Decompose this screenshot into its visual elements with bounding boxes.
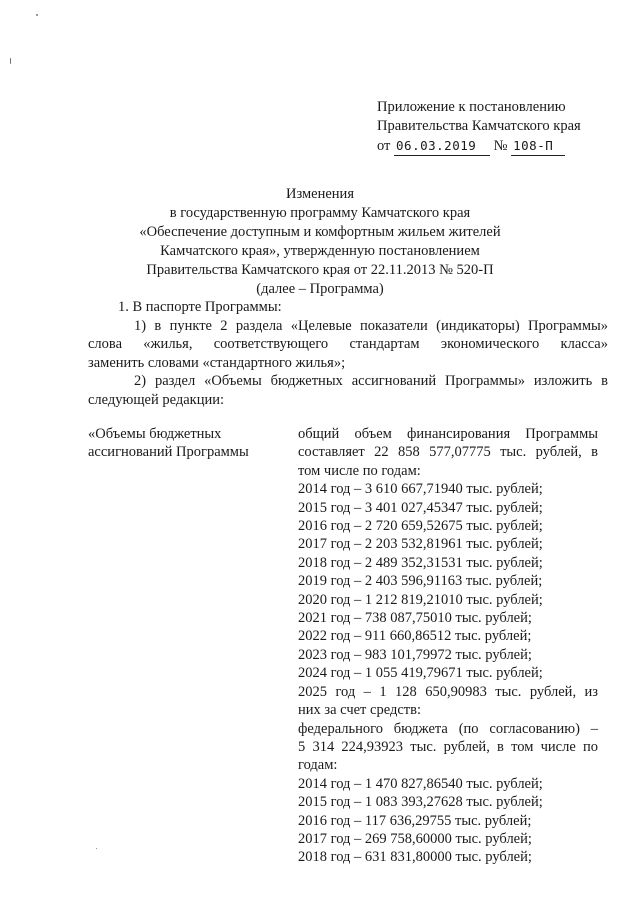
funding-line: них за счет средств: [298,702,421,719]
funding-line: 2014 год – 3 610 667,71940 тыс. рублей; [298,481,543,498]
approval-number: 108-П [511,136,565,156]
approval-date-line [377,136,627,156]
approval-date: 06.03.2019 [394,136,490,156]
funding-line: годам: [298,757,338,774]
number-prefix: № [493,138,508,154]
funding-line: 2024 год – 1 055 419,79671 тыс. рублей; [298,665,543,682]
approval-line-2: Правительства Камчатского края [377,118,581,134]
title-line: (далее – Программа) [256,281,384,297]
funding-line: 2017 год – 2 203 532,81961 тыс. рублей; [298,536,543,553]
title-line: Изменения [286,186,354,202]
funding-line: общий объем финансирования Программы [298,426,598,442]
sub-item-1-line-3: заменить словами «стандартного жилья»; [88,354,346,371]
funding-line: 2021 год – 738 087,75010 тыс. рублей; [298,610,532,627]
left-label-line: ассигнований Программы [88,444,249,461]
funding-line: 2016 год – 2 720 659,52675 тыс. рублей; [298,518,543,535]
funding-line: 2019 год – 2 403 596,91163 тыс. рублей; [298,573,543,590]
funding-line: 2017 год – 269 758,60000 тыс. рублей; [298,830,532,847]
title-line: в государственную программу Камчатского края [169,205,471,221]
funding-line: составляет 22 858 577,07775 тыс. рублей, в [298,444,598,461]
approval-line-1: Приложение к постановлению [377,99,566,115]
table-left-cell [88,425,268,462]
funding-line: 2018 год – 2 489 352,31531 тыс. рублей; [298,554,543,571]
funding-line: 2016 год – 117 636,29755 тыс. рублей; [298,812,532,829]
sub-item-1-line-2: слова «жилья, соответствующего стандартам экономического класса» [88,336,608,353]
title-line: «Обеспечение доступным и комфортным жильем жителей [139,224,501,240]
title-line: Камчатского края», утвержденную постановлением [160,243,480,259]
scan-speck [10,58,11,64]
funding-line: 2014 год – 1 470 827,86540 тыс. рублей; [298,775,543,792]
funding-line: 2018 год – 631 831,80000 тыс. рублей; [298,849,532,866]
left-label-line: «Объемы бюджетных [88,426,222,442]
scan-speck [96,848,97,849]
funding-line: 2025 год – 1 128 650,90983 тыс. рублей, из [298,683,598,700]
funding-line: 2020 год – 1 212 819,21010 тыс. рублей; [298,591,543,608]
funding-line: 2022 год – 911 660,86512 тыс. рублей; [298,628,532,645]
sub-item-2-line-1: 2) раздел «Объемы бюджетных ассигнований Программы» изложить в [134,373,608,390]
approval-block [377,98,627,156]
funding-line: том числе по годам: [298,462,421,479]
title-line: Правительства Камчатского края от 22.11.2013 № 520-П [146,262,494,278]
table-right-cell [298,425,598,867]
document-body [88,298,608,410]
funding-line: 2023 год – 983 101,79972 тыс. рублей; [298,646,532,663]
funding-line: 2015 год – 3 401 027,45347 тыс. рублей; [298,499,543,516]
funding-line: 2015 год – 1 083 393,27628 тыс. рублей; [298,794,543,811]
date-prefix: от [377,138,391,154]
scan-speck [36,14,38,16]
funding-line: 5 314 224,93923 тыс. рублей, в том числе по [298,738,598,755]
funding-line: федерального бюджета (по согласованию) – [298,720,598,737]
sub-item-1-line-1: 1) в пункте 2 раздела «Целевые показатели (индикаторы) Программы» [134,317,608,334]
document-title [70,185,570,299]
sub-item-2-line-2: следующей редакции: [88,391,225,408]
item-1: 1. В паспорте Программы: [118,299,282,315]
